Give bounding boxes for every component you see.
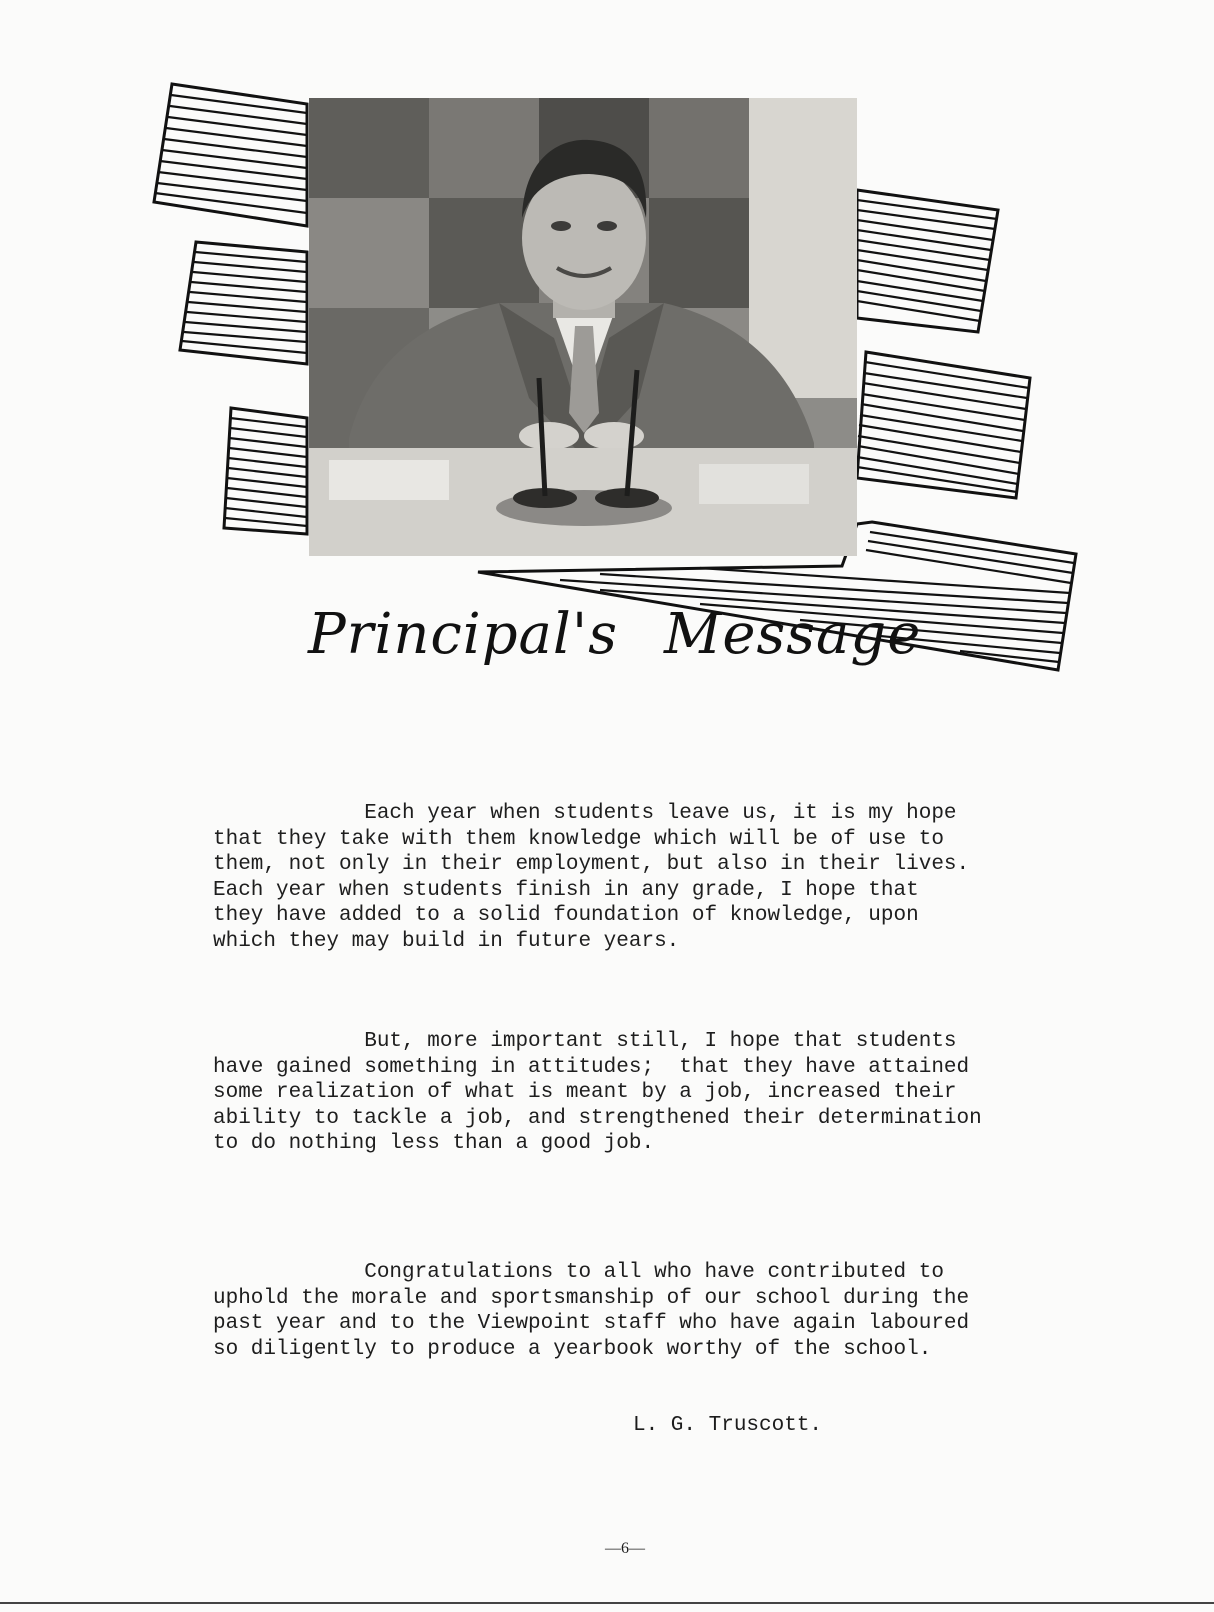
heading-word-message: Message xyxy=(664,602,922,667)
signature: L. G. Truscott. xyxy=(633,1414,823,1437)
page-heading xyxy=(0,596,1214,686)
stripe-panel-top-right xyxy=(857,190,998,332)
bottom-edge-rule xyxy=(0,1602,1214,1604)
heading-word-principals: Principal's xyxy=(308,602,618,667)
page-number: —6— xyxy=(605,1540,645,1557)
message-paragraph-1: Each year when students leave us, it is my hope that they take with them knowledge which will be of use to them, not only in their employment, but also in their lives. Each year when students finish in any grade, I hope that they have added to a solid foundation of knowledge, upon which they may build in future years. xyxy=(213,802,970,953)
principal-photo xyxy=(309,98,857,556)
stripe-panel-top-left xyxy=(154,84,307,226)
stripe-panel-middle-right xyxy=(857,352,1030,498)
message-paragraph-3: Congratulations to all who have contributed to uphold the morale and sportsmanship of our school during the past year and to the Viewpoint staff who have again laboured so diligently to produce a yearbook worthy of the school. xyxy=(213,1261,970,1361)
principal-portrait-illustration xyxy=(309,98,857,556)
message-paragraph-2: But, more important still, I hope that students have gained something in attitudes; that they have attained some realization of what is meant by a job, increased their ability to tackle a job, and strengthened their determination to do nothing less than a good job. xyxy=(213,1030,982,1155)
stripe-panel-middle-left xyxy=(180,242,307,364)
stripe-panel-bottom-left xyxy=(224,408,307,534)
